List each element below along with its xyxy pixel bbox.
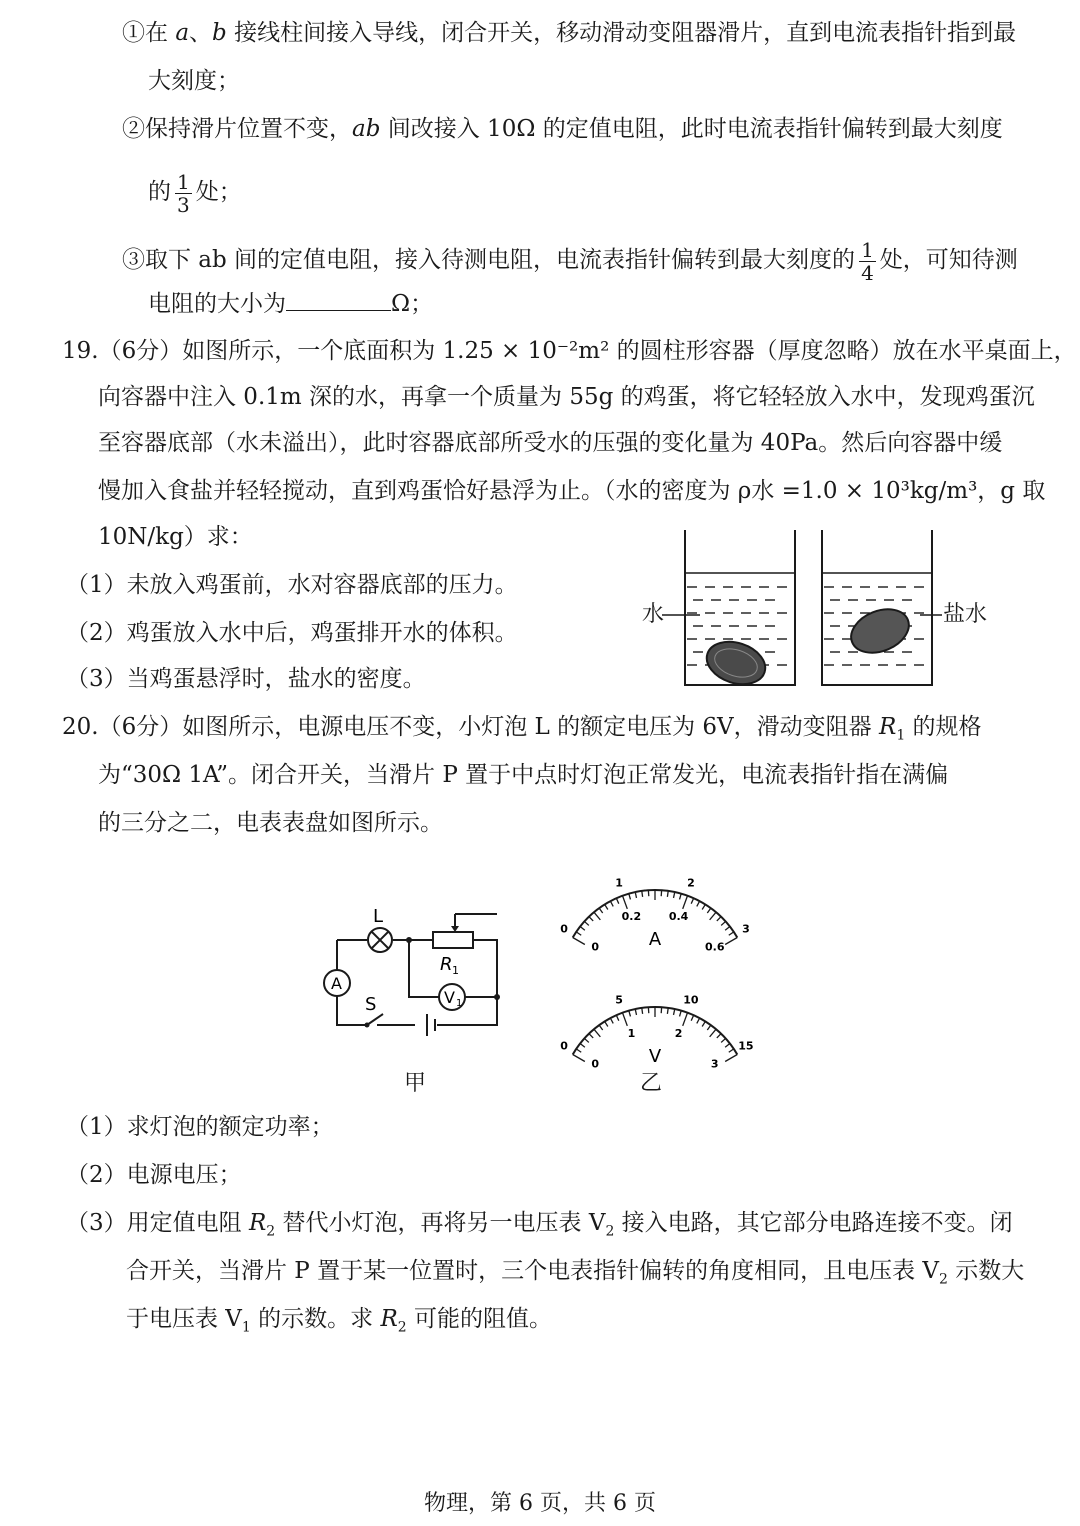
- voltmeter-unit-label: V: [648, 1046, 662, 1067]
- egg-sunk: [701, 635, 770, 692]
- dial-tick: [629, 1011, 631, 1017]
- dial-tick: [576, 1049, 581, 1052]
- right-beaker: [822, 530, 932, 685]
- dial-top-label: 0: [560, 1039, 568, 1053]
- q18-step1-text-b: 接线柱间接入导线，闭合开关，移动滑动变阻器滑片，直到电流表指针指到最: [226, 20, 1017, 46]
- fraction-numerator: 1: [861, 237, 874, 262]
- dial-top-label: 0: [560, 922, 568, 936]
- q20-sub3-line3: [126, 1304, 552, 1343]
- label-R: R: [440, 954, 453, 975]
- wire-left-bottom: [337, 996, 367, 1025]
- dial-tick: [717, 1034, 721, 1038]
- q19-sub2: （2）鸡蛋放入水中后，鸡蛋排开水的体积。: [66, 620, 518, 646]
- dial-tick: [710, 912, 716, 920]
- switch-S: [367, 1014, 383, 1025]
- q20-sub3-line2: [126, 1256, 1024, 1295]
- q18-step2-text-c: 的: [148, 179, 171, 205]
- q19-line4: 慢加入食盐并轻轻搅动，直到鸡蛋恰好悬浮为止。（水的密度为 ρ水 =1.0 × 10³kg/m³，g 取: [98, 478, 1046, 504]
- label-R-sub: 1: [452, 964, 459, 977]
- label-S: S: [365, 994, 377, 1015]
- dial-tick: [710, 1029, 716, 1037]
- var-ab: ab: [352, 116, 381, 142]
- dial-tick: [599, 1025, 603, 1030]
- dial-tick: [594, 1029, 600, 1037]
- dial-bottom-label: 2: [674, 1027, 683, 1041]
- subscript: 2: [397, 1319, 407, 1336]
- q20-line1-text-b: 的规格: [905, 714, 982, 740]
- dial-tick: [667, 1008, 668, 1014]
- dial-tick: [616, 898, 618, 903]
- q19-line2: 向容器中注入 0.1m 深的水，再拿一个质量为 55g 的鸡蛋，将它轻轻放入水中，发现鸡蛋沉: [98, 384, 1035, 410]
- dial-tick: [683, 896, 688, 909]
- dial-tick: [680, 894, 682, 900]
- q20-sub2: （2）电源电压；: [66, 1162, 242, 1188]
- q19-line1: 19.（6分）如图所示，一个底面积为 1.25 × 10⁻²m² 的圆柱形容器（厚度忽略）放在水平桌面上，: [62, 338, 1077, 364]
- dial-tick: [610, 1018, 613, 1023]
- caption-yi: 乙: [640, 1071, 663, 1096]
- q20-sub3-line3-text-c: 可能的阻值。: [406, 1306, 553, 1332]
- q20-sub3-line3-text-b: 的示数。求: [250, 1306, 381, 1332]
- dial-bottom-label: 0.2: [621, 910, 642, 924]
- label-A: A: [331, 974, 342, 993]
- label-V: V: [444, 988, 455, 1007]
- var-R: R: [878, 714, 897, 740]
- dial-top-label: 15: [738, 1039, 754, 1053]
- dial-tick: [629, 894, 631, 900]
- dial-tick: [729, 932, 734, 935]
- wire-right-top: [473, 940, 497, 997]
- q18-step2-text-d: 处；: [195, 179, 242, 205]
- dial-top-label: 3: [742, 922, 750, 936]
- dial-tick: [635, 892, 636, 898]
- ammeter-dial: [560, 876, 750, 953]
- q18-step1-line2: 大刻度；: [148, 68, 240, 94]
- q18-step3-line2: [148, 288, 433, 319]
- answer-blank[interactable]: [286, 288, 391, 311]
- q18-step2-text: ②保持滑片位置不变，: [122, 116, 352, 142]
- q20-sub3-line2-text-b: 示数大: [947, 1258, 1025, 1284]
- dial-tick: [580, 1044, 585, 1048]
- q18-step2-line2: [148, 168, 242, 216]
- q20-line1: [62, 712, 982, 751]
- dial-bottom-label: 0.6: [705, 940, 725, 954]
- dial-tick: [702, 904, 705, 909]
- dial-bottom-label: 1: [627, 1027, 636, 1041]
- q19-line3: 至容器底部（水未溢出），此时容器底部所受水的压强的变化量为 40Pa。然后向容器中缓: [98, 430, 1003, 456]
- q20-line1-text: 20.（6分）如图所示，电源电压不变，小灯泡 L 的额定电压为 6V，滑动变阻器: [62, 714, 879, 740]
- q19-sub1: （1）未放入鸡蛋前，水对容器底部的压力。: [66, 572, 518, 598]
- dial-tick: [691, 1015, 693, 1020]
- dial-tick: [580, 927, 585, 931]
- dial-tick: [594, 912, 600, 920]
- fraction-one-third: [175, 171, 192, 216]
- q20-sub1: （1）求灯泡的额定功率；: [66, 1114, 334, 1140]
- subscript: 2: [605, 1223, 615, 1240]
- q18-step3-text: ③取下 ab 间的定值电阻，接入待测电阻，电流表指针偏转到最大刻度的: [122, 247, 856, 273]
- voltmeter-dial: [560, 993, 753, 1070]
- q20-line3: 的三分之二，电表表盘如图所示。: [98, 810, 443, 836]
- dial-tick: [584, 1038, 588, 1042]
- junction-node: [494, 994, 500, 1000]
- dial-tick: [576, 932, 581, 935]
- q20-sub3-line1: [66, 1208, 1013, 1247]
- meters-figure: [545, 860, 765, 1071]
- q18-step3-line1: [122, 236, 1018, 284]
- dial-tick: [642, 1008, 643, 1014]
- label-saltwater: 盐水: [943, 602, 988, 627]
- var-a: a: [175, 20, 190, 46]
- dial-tick: [725, 927, 730, 931]
- q18-step1-text: ①在: [122, 20, 176, 46]
- fraction-numerator: 1: [177, 169, 190, 194]
- ammeter-unit-label: A: [648, 929, 662, 950]
- dial-tick: [674, 1009, 675, 1015]
- dial-tick: [616, 1015, 618, 1020]
- q18-step3-text-d: Ω；: [391, 291, 434, 317]
- page-footer: 物理，第 6 页，共 6 页: [424, 1491, 656, 1516]
- label-L: L: [373, 906, 384, 927]
- dial-tick: [702, 1021, 705, 1026]
- dial-tick: [584, 921, 588, 925]
- separator: 、: [189, 20, 213, 46]
- label-V-sub: 1: [456, 998, 463, 1009]
- switch-pivot: [365, 1023, 370, 1028]
- q18-step3-text-c: 电阻的大小为: [148, 291, 286, 317]
- label-water: 水: [642, 602, 665, 627]
- var-R: R: [380, 1306, 398, 1332]
- dial-tick: [605, 1021, 608, 1026]
- dial-tick: [589, 917, 593, 921]
- subscript: 2: [939, 1271, 948, 1288]
- q18-step1-line1: [122, 18, 1016, 48]
- fraction-one-quarter: [859, 239, 876, 284]
- resistor-R1: [433, 932, 473, 948]
- dial-bottom-label: 0.4: [668, 910, 689, 924]
- dial-tick: [573, 1055, 585, 1062]
- dial-bottom-label: 0: [591, 1057, 600, 1071]
- q18-step2-line1: [122, 114, 1003, 144]
- dial-tick: [707, 908, 711, 913]
- q20-sub3-line2-text: 合开关，当滑片 P 置于某一位置时，三个电表指针偏转的角度相同，且电压表 V: [126, 1258, 940, 1284]
- dial-tick: [623, 1013, 628, 1026]
- circuit-diagram: [315, 900, 515, 1040]
- dial-tick: [680, 1011, 682, 1017]
- dial-tick: [725, 1044, 730, 1048]
- var-b: b: [212, 20, 227, 46]
- dial-tick: [725, 938, 737, 945]
- q20-sub3-line3-text: 于电压表 V: [126, 1306, 242, 1332]
- caption-jia: 甲: [404, 1071, 427, 1096]
- q20-sub3-text-c: 接入电路，其它部分电路连接不变。闭: [614, 1210, 1013, 1236]
- subscript: 2: [266, 1223, 276, 1240]
- dial-top-label: 2: [687, 876, 695, 890]
- q18-step3-text-b: 处，可知待测: [879, 247, 1018, 273]
- junction-node: [406, 937, 412, 943]
- dial-bottom-label: 0: [591, 940, 600, 954]
- q20-sub3-text: （3）用定值电阻: [66, 1210, 249, 1236]
- dial-tick: [697, 901, 700, 906]
- dial-tick: [691, 898, 693, 903]
- q20-line2: 为“30Ω 1A”。闭合开关，当滑片 P 置于中点时灯泡正常发光，电流表指针指在满偏: [98, 762, 949, 788]
- dial-tick: [635, 1009, 636, 1015]
- subscript: 1: [896, 727, 906, 744]
- dial-tick: [721, 921, 725, 925]
- dial-top-label: 5: [615, 993, 623, 1007]
- dial-tick: [721, 1038, 725, 1042]
- dial-tick: [683, 1013, 688, 1026]
- dial-tick: [599, 908, 603, 913]
- dial-top-label: 1: [615, 876, 623, 890]
- var-R: R: [248, 1210, 267, 1236]
- dial-tick: [610, 901, 613, 906]
- subscript: 1: [241, 1319, 251, 1336]
- dial-tick: [729, 1049, 734, 1052]
- q18-step2-text-b: 间改接入 10Ω 的定值电阻，此时电流表指针偏转到最大刻度: [380, 116, 1003, 142]
- fraction-denominator: 4: [861, 260, 874, 285]
- dial-tick: [623, 896, 628, 909]
- dial-bottom-label: 3: [710, 1057, 719, 1071]
- dial-tick: [697, 1018, 700, 1023]
- dial-tick: [707, 1025, 711, 1030]
- q19-sub3: （3）当鸡蛋悬浮时，盐水的密度。: [66, 666, 426, 692]
- fraction-denominator: 3: [177, 192, 190, 217]
- dial-tick: [589, 1034, 593, 1038]
- dial-tick: [725, 1055, 737, 1062]
- dial-tick: [674, 892, 675, 898]
- dial-tick: [667, 891, 668, 897]
- dial-tick: [573, 938, 585, 945]
- dial-top-label: 10: [683, 993, 699, 1007]
- dial-tick: [605, 904, 608, 909]
- q19-line5: 10N/kg）求：: [98, 524, 253, 550]
- dial-tick: [642, 891, 643, 897]
- dial-tick: [717, 917, 721, 921]
- q20-sub3-text-b: 替代小灯泡，再将另一电压表 V: [275, 1210, 606, 1236]
